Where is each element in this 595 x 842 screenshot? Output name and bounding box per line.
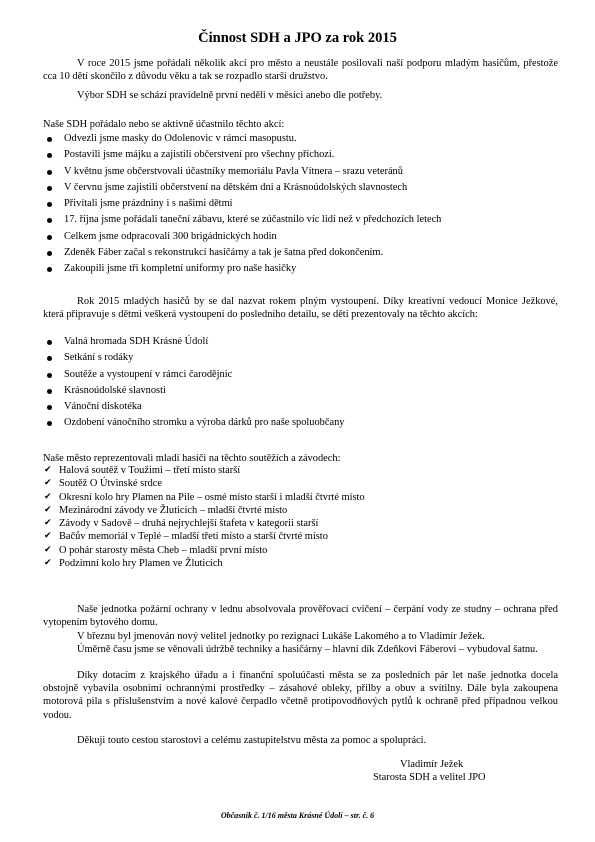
- bullet-icon: [47, 421, 52, 426]
- bullet-icon: [47, 356, 52, 361]
- bullet-icon: [47, 153, 52, 158]
- list-item: ✔ O pohár starosty města Cheb – mladší první místo: [44, 544, 268, 556]
- intro-committee-line: Výbor SDH se schází pravidelně první neděli v měsíci anebo dle potřeby.: [77, 90, 383, 101]
- competitions-list: [43, 464, 558, 570]
- closing-paragraph-1: Naše jednotka požární ochrany v lednu absolvovala prověřovací cvičení – čerpání vody ze studny – ochrana před vytopením bytového domu.: [43, 604, 558, 629]
- list-item: Celkem jsme odpracovali 300 brigádnických hodin: [43, 229, 558, 245]
- bullet-icon: [47, 251, 52, 256]
- bullet-icon: [47, 373, 52, 378]
- youth-events-list: [43, 334, 558, 432]
- bullet-icon: [47, 186, 52, 191]
- list-item: Zakoupili jsme tři kompletní uniformy pro naše hasičky: [43, 261, 558, 277]
- list-item: Ozdobení vánočního stromku a výroba dárků pro naše spoluobčany: [43, 415, 558, 431]
- list-item: ✔ Podzimní kolo hry Plamen ve Žluticích: [44, 557, 223, 569]
- events-list: [43, 131, 558, 278]
- list-item: ✔ Soutěž O Útvinské srdce: [44, 478, 163, 490]
- bullet-icon: [47, 137, 52, 142]
- youth-paragraph: Rok 2015 mladých hasičů by se dal nazvat rokem plným vystoupení. Díky kreativní vedoucí Monice Ježkové, která připravuje s dětmi veškerá vystoupení do posledního detailu, se děti prezentovaly na těchto akcích:: [43, 296, 558, 321]
- list-item: Přivítali jsme prázdniny i s našimi dětmi: [43, 196, 558, 212]
- closing-paragraph-4: Díky dotacím z krajského úřadu a i finanční spoluúčasti města se za posledních pár let naše jednotka docela obstojně vybavila osobními ochrannými prostředky – zásahové obleky, přilby a obuv a svítilny. Dále byla zakoupena motorová pila s příslušenstvím a nové kalové čerpadlo včetně protipovodňových pytlů k ochraně před případnou velkou vodou.: [43, 670, 558, 721]
- list-item: 17. října jsme pořádali taneční zábavu, které se zúčastnilo víc lidí než v předchozích letech: [43, 212, 558, 228]
- bullet-icon: [47, 389, 52, 394]
- closing-paragraph-2: V březnu byl jmenován nový velitel jednotky po rezignaci Lukáše Lakomého a to Vladimír Ježek.: [77, 631, 485, 642]
- list-item: Soutěže a vystoupení v rámci čarodějnic: [43, 367, 558, 383]
- list-item: Zdeněk Fáber začal s rekonstrukcí hasičárny a tak je šatna před dokončením.: [43, 245, 558, 261]
- bullet-icon: [47, 267, 52, 272]
- closing-paragraph-5: Děkuji touto cestou starostovi a celému zastupitelstvu města za pomoc a spolupráci.: [77, 735, 427, 746]
- checkmark-icon: ✔: [44, 491, 52, 502]
- bullet-icon: [47, 170, 52, 175]
- bullet-icon: [47, 340, 52, 345]
- list-item: Setkání s rodáky: [43, 350, 558, 366]
- closing-paragraph-3: Úměrně času jsme se věnovali údržbě techniky a hasičárny – hlavní dík Zdeňkovi Fáberovi – vybudoval šatnu.: [77, 644, 538, 655]
- list-item: V květnu jsme občerstvovali účastníky memoriálu Pavla Vítnera – srazu veteránů: [43, 164, 558, 180]
- signature-role: Starosta SDH a velitel JPO: [373, 772, 486, 783]
- bullet-icon: [47, 405, 52, 410]
- list-item: Vánoční diskotéka: [43, 399, 558, 415]
- list-item: ✔ Bačův memoriál v Teplé – mladší třetí místo a starší čtvrté místo: [44, 531, 328, 543]
- checkmark-icon: ✔: [44, 544, 52, 555]
- bullet-icon: [47, 235, 52, 240]
- list-item: ✔ Okresní kolo hry Plamen na Pile – osmé místo starší i mladší čtvrté místo: [44, 491, 365, 503]
- intro-paragraph: V roce 2015 jsme pořádali několik akcí pro město a neustále posilovali naší podporu mladým hasičům, přestože cca 10 dětí skončilo z důvodu věku a tak se rozpadlo starší družstvo.: [43, 58, 558, 83]
- list-item: Postavili jsme májku a zajistili občerstvení pro všechny příchozí.: [43, 147, 558, 163]
- list-item: Valná hromada SDH Krásné Údolí: [43, 334, 558, 350]
- checkmark-icon: ✔: [44, 465, 52, 475]
- checkmark-icon: ✔: [44, 518, 52, 528]
- list-item: V červnu jsme zajistili občerstvení na dětském dni a Krásnoúdolských slavnostech: [43, 180, 558, 196]
- list-item: ✔ Halová soutěž v Toužimi – třetí místo starší: [44, 465, 241, 476]
- bullet-icon: [47, 202, 52, 207]
- list-item: ✔ Mezinárodní závody ve Žluticích – mladší čtvrté místo: [44, 504, 288, 516]
- page-footer: Občasník č. 1/16 města Krásné Údolí – str. č. 6: [220, 811, 375, 820]
- checkmark-icon: ✔: [44, 504, 52, 515]
- list-item: Odvezli jsme masky do Odolenovic v rámci masopustu.: [43, 131, 558, 147]
- events-heading: Naše SDH pořádalo nebo se aktivně účastnilo těchto akcí:: [43, 119, 285, 130]
- list-item: ✔ Závody v Sadově – druhá nejrychlejší štafeta v kategorii starší: [44, 518, 319, 529]
- checkmark-icon: ✔: [44, 531, 52, 542]
- list-item: Krásnoúdolské slavnosti: [43, 383, 558, 399]
- competitions-heading: Naše město reprezentovali mladí hasiči na těchto soutěžích a závodech:: [43, 453, 341, 464]
- checkmark-icon: ✔: [44, 557, 52, 568]
- page-title: Činnost SDH a JPO za rok 2015: [198, 30, 397, 46]
- bullet-icon: [47, 218, 52, 223]
- signature-name: Vladimír Ježek: [400, 759, 464, 770]
- checkmark-icon: ✔: [44, 478, 52, 489]
